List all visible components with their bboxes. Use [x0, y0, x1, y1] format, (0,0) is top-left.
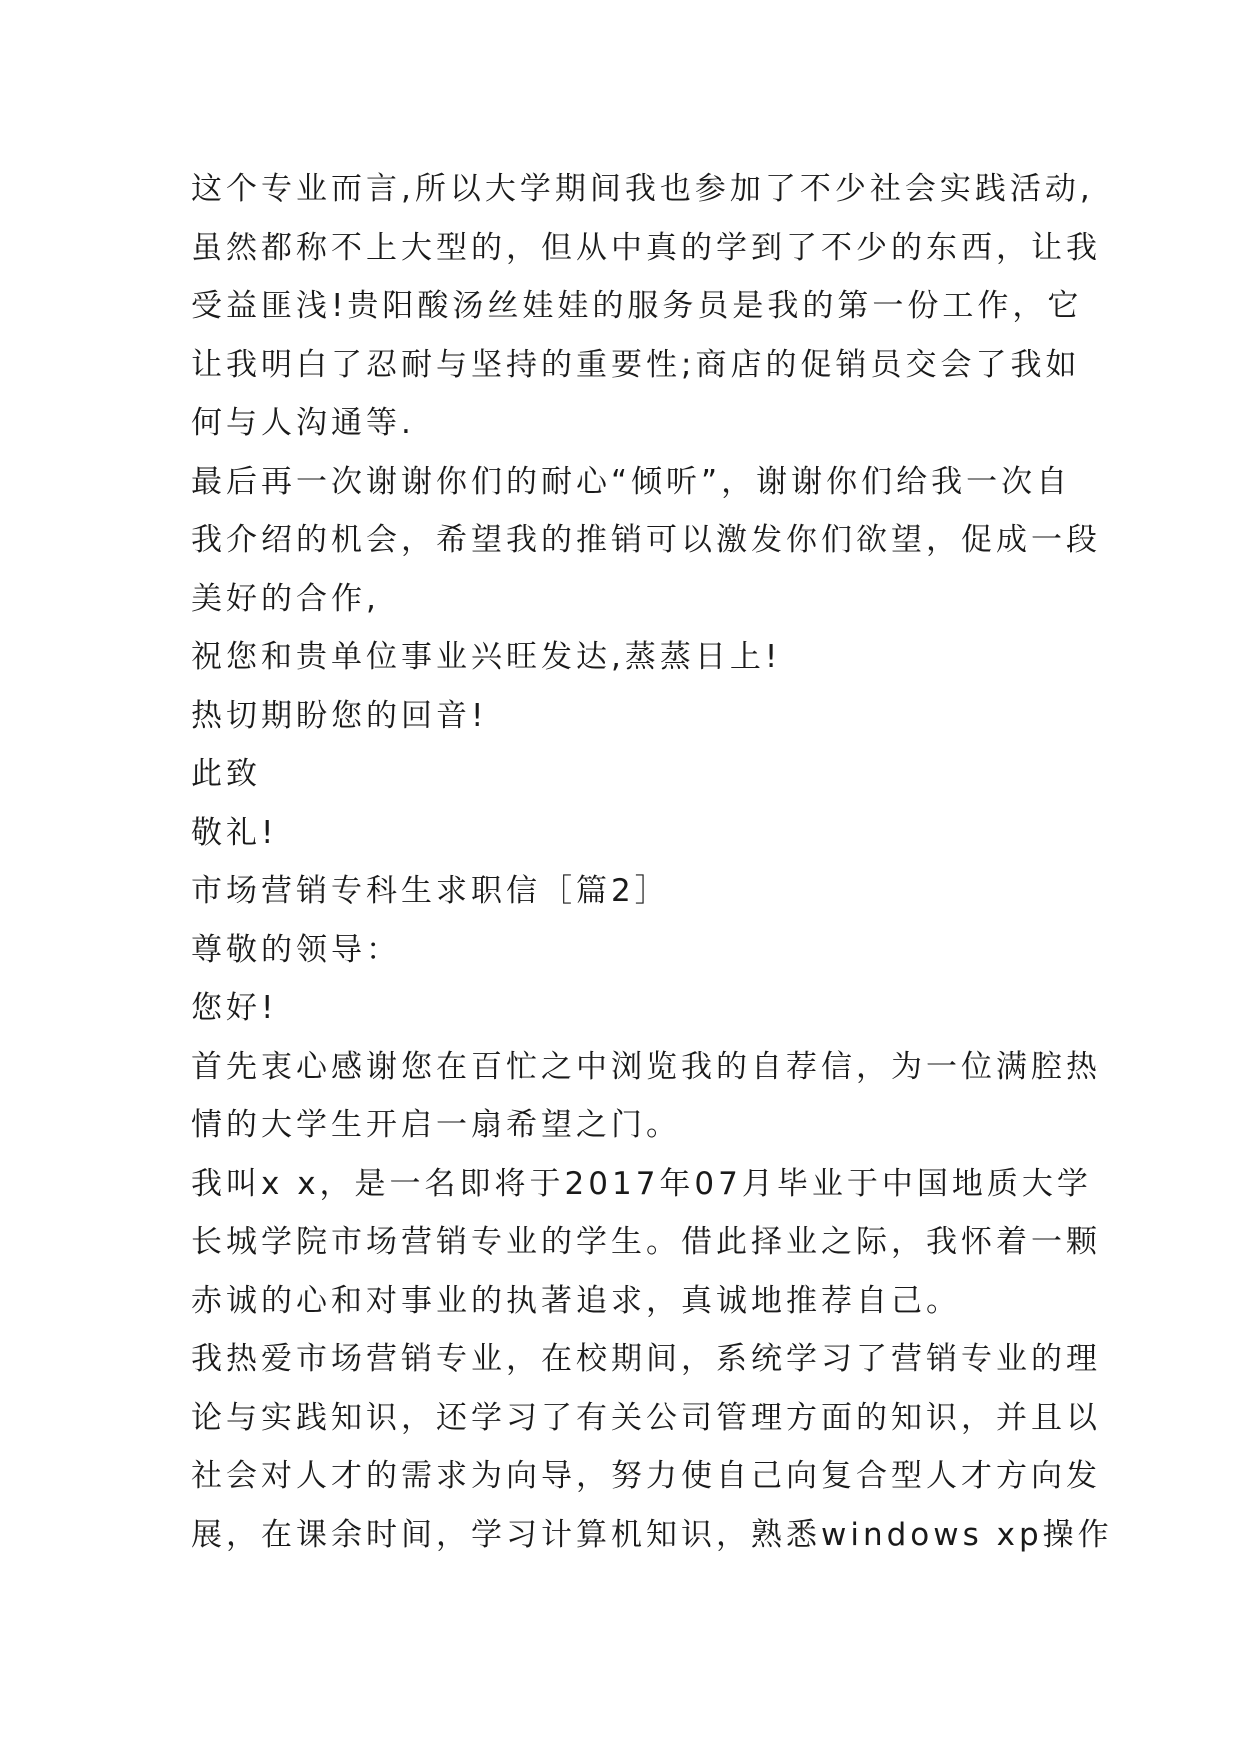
- text-line: 让我明白了忍耐与坚持的重要性;商店的促销员交会了我如: [191, 346, 1081, 383]
- text-line: 受益匪浅!贵阳酸汤丝娃娃的服务员是我的第一份工作，它: [191, 288, 1083, 324]
- text-line: 长城学院市场营销专业的学生。借此择业之际，我怀着一颗: [191, 1224, 1101, 1260]
- text-line: 虽然都称不上大型的，但从中真的学到了不少的东西，让我: [191, 229, 1101, 266]
- text-line: 祝您和贵单位事业兴旺发达,蒸蒸日上!: [191, 639, 782, 675]
- closing-line: 此致: [191, 756, 261, 792]
- text-line: 最后再一次谢谢你们的耐心“倾听”，谢谢你们给我一次自: [191, 463, 1072, 500]
- text-line: 首先衷心感谢您在百忙之中浏览我的自荐信，为一位满腔热: [191, 1048, 1101, 1085]
- text-line: 社会对人才的需求为向导，努力使自己向复合型人才方向发: [191, 1458, 1101, 1494]
- salutation: 尊敬的领导：: [191, 931, 401, 968]
- text-line: 赤诚的心和对事业的执著追求，真诚地推荐自己。: [191, 1282, 961, 1319]
- text-line: 美好的合作,: [191, 580, 380, 617]
- closing-line: 敬礼!: [191, 814, 278, 851]
- text-line: 情的大学生开启一扇希望之门。: [191, 1107, 681, 1143]
- text-line: 我热爱市场营销专业，在校期间，系统学习了营销专业的理: [191, 1341, 1101, 1377]
- text-line: 我叫x x，是一名即将于2017年07月毕业于中国地质大学: [191, 1165, 1092, 1202]
- text-line: 展，在课余时间，学习计算机知识，熟悉windows xp操作: [191, 1516, 1113, 1553]
- text-line: 何与人沟通等.: [191, 405, 415, 441]
- text-line: 热切期盼您的回音!: [191, 697, 488, 734]
- text-line: 这个专业而言,所以大学期间我也参加了不少社会实践活动,: [191, 171, 1094, 207]
- greeting: 您好!: [191, 990, 278, 1026]
- document-body: [191, 160, 1113, 1564]
- text-line: 论与实践知识，还学习了有关公司管理方面的知识，并且以: [191, 1399, 1101, 1436]
- text-line: 我介绍的机会，希望我的推销可以激发你们欲望，促成一段: [191, 522, 1101, 558]
- section-heading: 市场营销专科生求职信［篇2］: [191, 873, 670, 909]
